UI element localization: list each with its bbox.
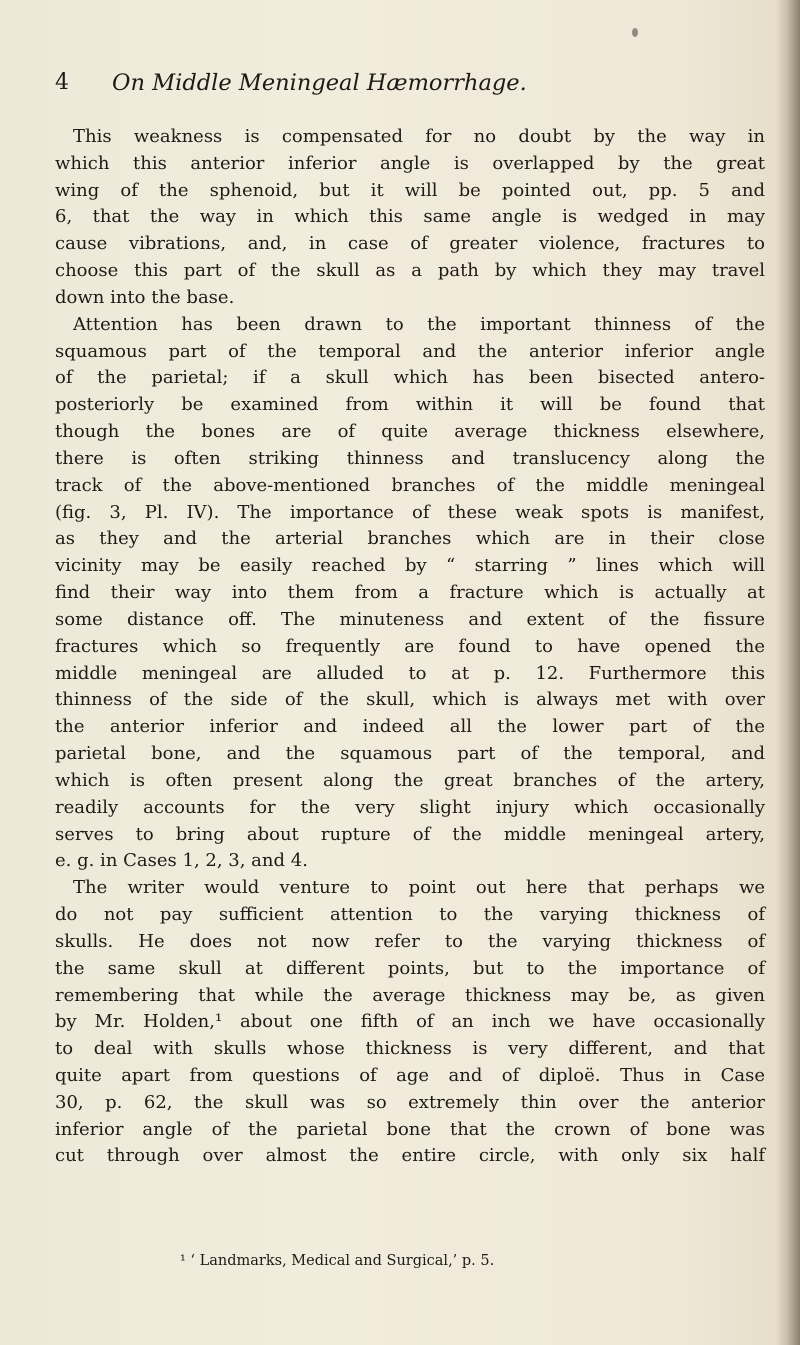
text-line: choose this part of the skull as a path by which they may travel (55, 260, 765, 282)
text-line: posteriorly be examined from within it will be found that (55, 394, 765, 416)
text-line: 30, p. 62, the skull was so extremely thin over the anterior (55, 1091, 765, 1113)
text-line: The writer would venture to point out here that perhaps we (73, 877, 765, 899)
text-line: do not pay sufficient attention to the varying thickness of (55, 904, 765, 926)
text-line: which is often present along the great branches of the artery, (55, 769, 765, 791)
text-line: thinness of the side of the skull, which is always met with over (55, 689, 765, 711)
text-line: cut through over almost the entire circle, with only six half (55, 1145, 765, 1167)
text-line: track of the above-mentioned branches of the middle meningeal (55, 474, 765, 496)
text-line: squamous part of the temporal and the anterior inferior angle (55, 340, 765, 362)
text-line: the same skull at different points, but to the importance of (55, 957, 765, 979)
text-line: (fig. 3, Pl. IV). The importance of these weak spots is manifest, (55, 501, 765, 523)
text-line: to deal with skulls whose thickness is very different, and that (55, 1038, 765, 1060)
text-line: fractures which so frequently are found to have opened the (55, 635, 765, 657)
text-line: skulls. He does not now refer to the varying thickness of (55, 930, 765, 952)
text-line: the anterior inferior and indeed all the lower part of the (55, 716, 765, 738)
text-line: by Mr. Holden,¹ about one fifth of an inch we have occasionally (55, 1011, 765, 1033)
page-number: 4 (55, 70, 69, 95)
text-line: parietal bone, and the squamous part of the temporal, and (55, 743, 765, 765)
ink-blot (632, 28, 638, 37)
text-line: which this anterior inferior angle is overlapped by the great (55, 152, 765, 174)
running-title: On Middle Meningeal Hæmorrhage. (112, 70, 527, 96)
text-line: some distance off. The minuteness and extent of the fissure (55, 608, 765, 630)
text-line: middle meningeal are alluded to at p. 12. Furthermore this (55, 662, 765, 684)
text-line: e. g. in Cases 1, 2, 3, and 4. (55, 850, 308, 872)
text-line: find their way into them from a fracture which is actually at (55, 582, 765, 604)
text-line: down into the base. (55, 286, 235, 308)
text-line: readily accounts for the very slight injury which occasionally (55, 796, 765, 818)
text-line: 6, that the way in which this same angle is wedged in may (55, 206, 765, 228)
text-line: remembering that while the average thickness may be, as given (55, 984, 765, 1006)
page-header (55, 70, 755, 110)
text-line: vicinity may be easily reached by “ starring ” lines which will (55, 555, 765, 577)
text-line: inferior angle of the parietal bone that the crown of bone was (55, 1118, 765, 1140)
text-line: there is often striking thinness and translucency along the (55, 447, 765, 469)
page-edge-shadow (776, 0, 800, 1345)
text-line: quite apart from questions of age and of diploë. Thus in Case (55, 1064, 765, 1086)
text-line: of the parietal; if a skull which has been bisected antero- (55, 367, 765, 389)
footnote: ¹ ‘ Landmarks, Medical and Surgical,’ p. 5. (180, 1253, 495, 1269)
text-line: as they and the arterial branches which are in their close (55, 528, 765, 550)
text-line: cause vibrations, and, in case of greater violence, fractures to (55, 233, 765, 255)
text-line: though the bones are of quite average thickness elsewhere, (55, 421, 765, 443)
text-line: Attention has been drawn to the important thinness of the (73, 313, 765, 335)
body-text (55, 124, 765, 1170)
text-line: wing of the sphenoid, but it will be pointed out, pp. 5 and (55, 179, 765, 201)
text-line: This weakness is compensated for no doubt by the way in (73, 126, 765, 147)
text-line: serves to bring about rupture of the middle meningeal artery, (55, 823, 765, 845)
